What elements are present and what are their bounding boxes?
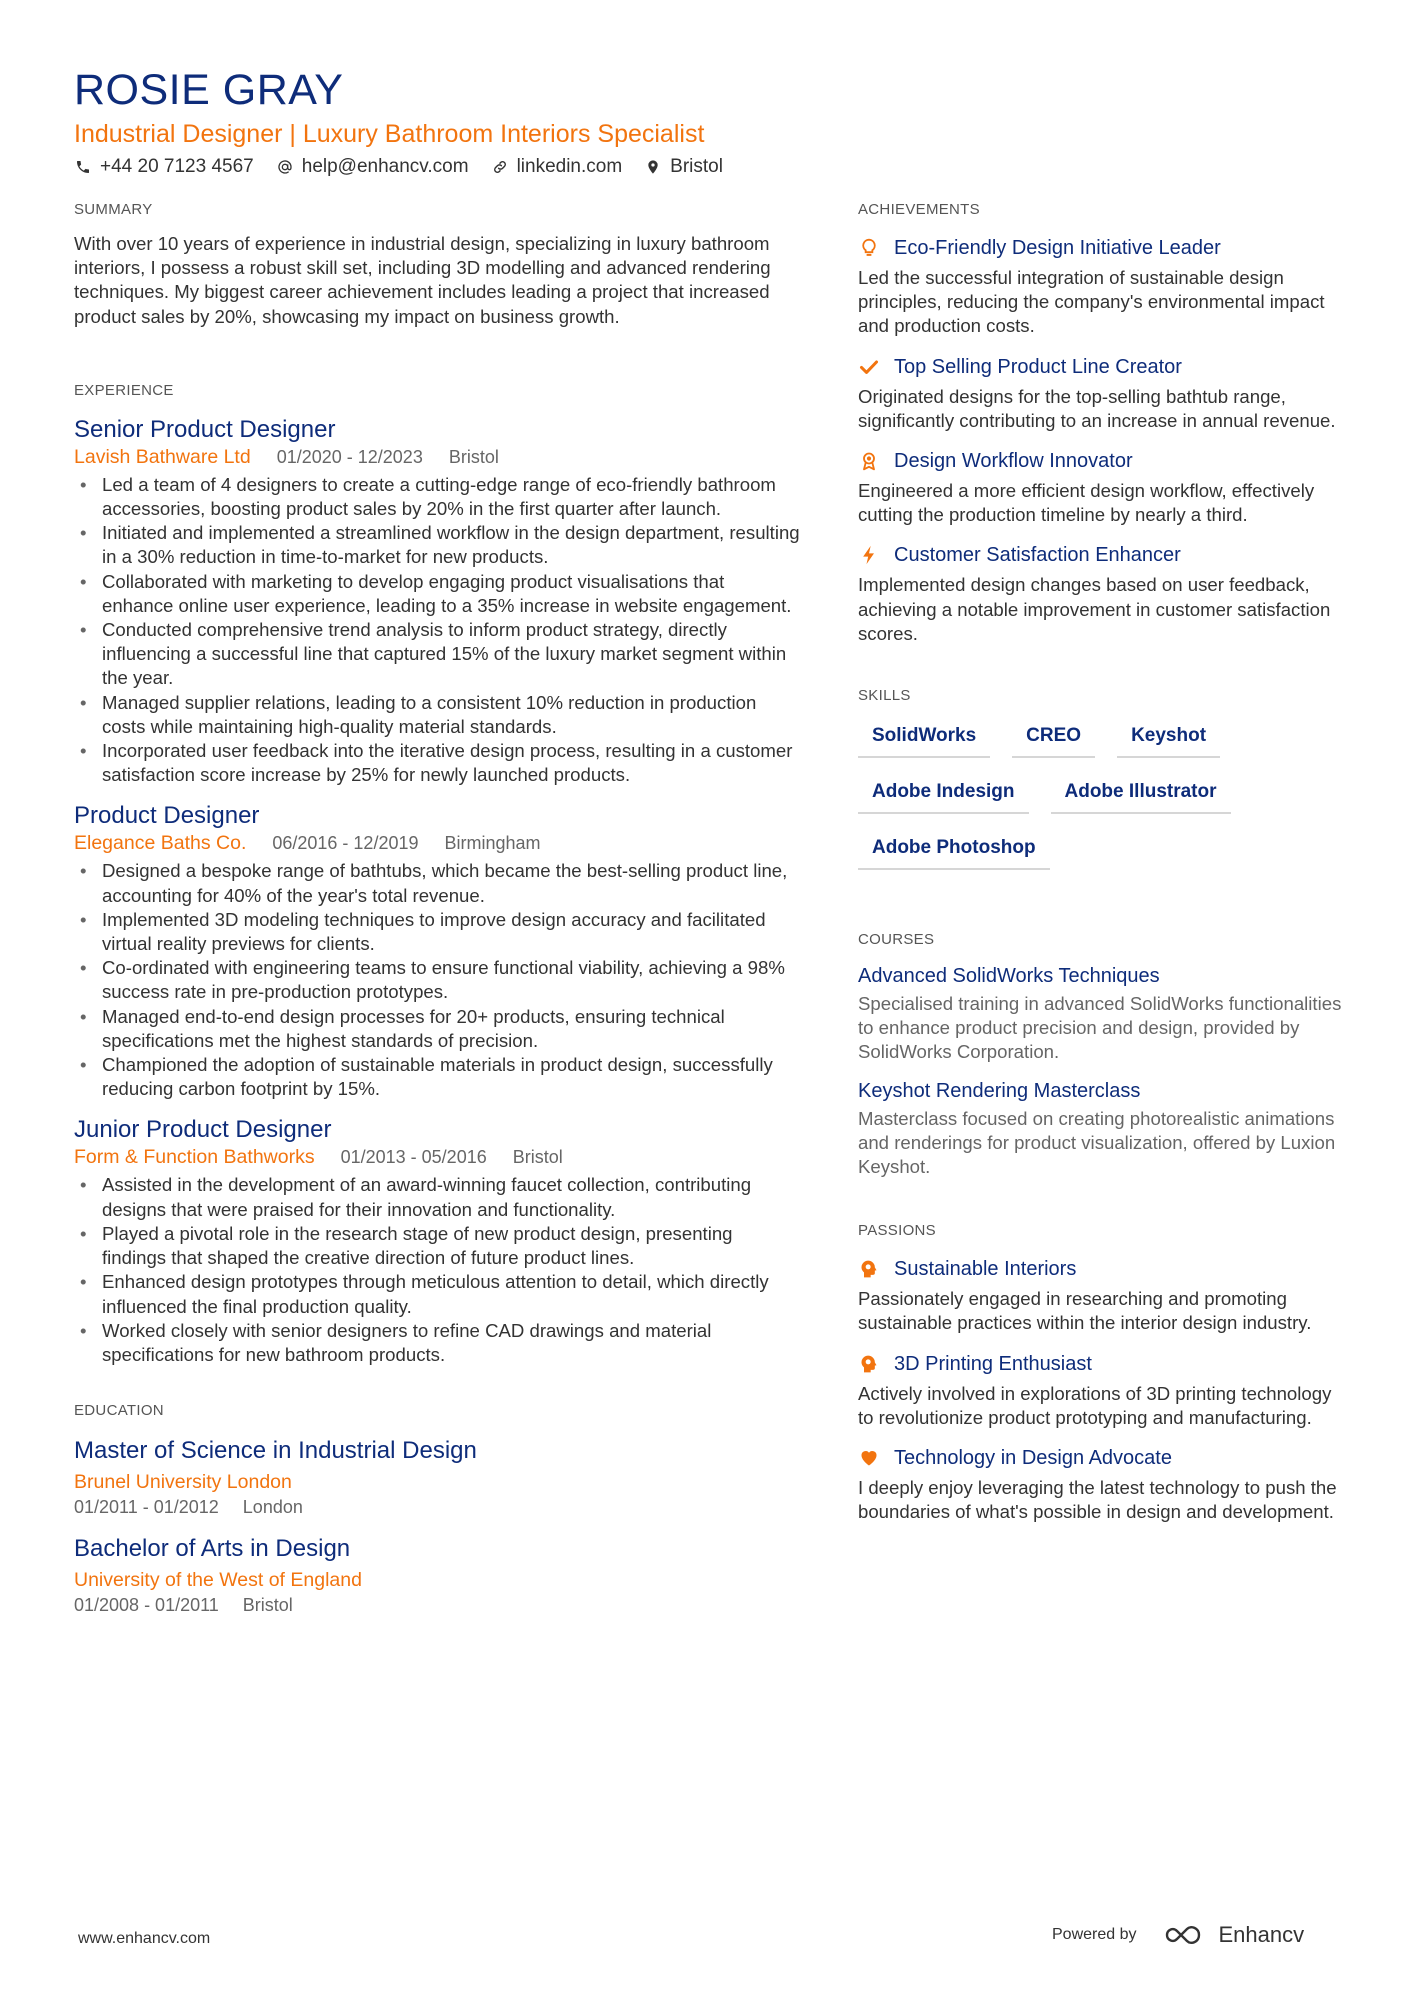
- bullet-dot: •: [80, 473, 87, 495]
- passion-entry: [858, 1255, 1348, 1335]
- bullet-item: [74, 473, 800, 521]
- achievement-desc: Implemented design changes based on user feedback, achieving a notable improvement in customer satisfaction scores.: [858, 574, 1331, 644]
- bullet-dot: •: [80, 619, 87, 641]
- education-meta: [74, 1495, 800, 1519]
- bullet-item: [74, 1319, 800, 1367]
- courses-section: [858, 930, 1348, 1179]
- heart-icon: [858, 1447, 880, 1469]
- left-column: [74, 200, 800, 1617]
- summary-section: [74, 200, 800, 329]
- job-company: Lavish Bathware Ltd: [74, 445, 251, 468]
- experience-heading: EXPERIENCE: [74, 381, 174, 399]
- contact-email[interactable]: [276, 154, 469, 180]
- job-dates: 01/2020 - 12/2023: [276, 446, 423, 467]
- bullet-item: [74, 1005, 800, 1053]
- passions-heading: PASSIONS: [858, 1222, 936, 1240]
- course-entry: [858, 962, 1348, 1065]
- bullet-dot: •: [80, 1054, 87, 1076]
- bullet-text: Implemented 3D modeling techniques to improve design accuracy and facilitated virtual reality previews for clients.: [102, 908, 766, 955]
- skill-tag: Adobe Indesign: [858, 772, 1029, 814]
- summary-heading: SUMMARY: [74, 201, 153, 218]
- link-icon: [491, 158, 509, 176]
- achievement-desc: Engineered a more efficient design workflow, effectively cutting the production timeline by nearly a third.: [858, 480, 1315, 526]
- contact-phone[interactable]: [74, 154, 254, 180]
- bullet-dot: •: [80, 522, 87, 544]
- passion-title: Sustainable Interiors: [894, 1258, 1077, 1281]
- contact-linkedin[interactable]: [491, 154, 623, 180]
- education-section: [74, 1401, 800, 1617]
- job-company: Elegance Baths Co.: [74, 832, 247, 855]
- skills-heading: SKILLS: [858, 687, 911, 705]
- powered-by-text: Powered by: [1052, 1926, 1137, 1943]
- bullet-item: [74, 1222, 800, 1270]
- bullet-text: Assisted in the development of an award-winning faucet collection, contributing designs that were praised for their innovation and functionality.: [102, 1174, 752, 1220]
- course-entry: [858, 1077, 1348, 1180]
- bullet-item: [74, 908, 800, 956]
- candidate-name: ROSIE GRAY: [74, 66, 344, 114]
- enhancv-logo[interactable]: [1163, 1922, 1305, 1948]
- bullet-item: [74, 1270, 800, 1318]
- bullet-dot: •: [80, 908, 87, 930]
- achievement-header: [858, 447, 1348, 475]
- skills-list: [858, 716, 1328, 884]
- course-title: Advanced SolidWorks Techniques: [858, 965, 1160, 988]
- job-role: Senior Product Designer: [74, 415, 336, 443]
- bullet-item: [74, 691, 800, 739]
- achievement-title: Customer Satisfaction Enhancer: [894, 544, 1181, 567]
- education-meta: [74, 1593, 800, 1617]
- education-degree: Master of Science in Industrial Design: [74, 1437, 477, 1465]
- bullet-item: [74, 618, 800, 691]
- achievement-entry: [858, 353, 1348, 433]
- achievement-desc: Led the successful integration of sustainable design principles, reducing the company's environmental impact and production costs.: [858, 267, 1325, 337]
- bullet-dot: •: [80, 957, 87, 979]
- bullet-text: Led a team of 4 designers to create a cutting-edge range of eco-friendly bathroom accessories, boosting product sales by 20% in the first quarter after launch.: [102, 473, 776, 520]
- bullet-dot: •: [80, 1271, 87, 1293]
- achievements-section: [858, 200, 1348, 646]
- education-heading: EDUCATION: [74, 1402, 164, 1420]
- head-idea-icon: [858, 1353, 880, 1375]
- job-entry: [74, 1115, 800, 1367]
- job-dates: 01/2013 - 05/2016: [340, 1147, 487, 1168]
- education-dates: 01/2008 - 01/2011: [74, 1595, 219, 1616]
- job-bullets: [74, 1173, 800, 1367]
- award-ribbon-icon: [858, 450, 880, 472]
- head-idea-icon: [858, 1258, 880, 1280]
- summary-text: With over 10 years of experience in industrial design, specializing in luxury bathroom interiors, I possess a robust skill set, including 3D modelling and advanced rendering techniques. My biggest career achievement includes leading a project that increased product sales by 20%, showcasing my impact on business growth.: [74, 233, 771, 327]
- bullet-text: Managed end-to-end design processes for 20+ products, ensuring technical specifications met the highest standards of precision.: [102, 1005, 725, 1051]
- achievement-title: Eco-Friendly Design Initiative Leader: [894, 237, 1221, 259]
- achievement-entry: [858, 234, 1348, 339]
- achievement-header: [858, 541, 1348, 569]
- job-meta: [74, 831, 800, 855]
- bullet-text: Enhanced design prototypes through meticulous attention to detail, which directly influenced the final production quality.: [102, 1271, 769, 1317]
- location-pin-icon: [644, 158, 662, 176]
- phone-icon: [74, 158, 92, 176]
- bullet-item: [74, 521, 800, 569]
- bullet-dot: •: [80, 691, 87, 713]
- bullet-item: [74, 570, 800, 618]
- bullet-text: Played a pivotal role in the research stage of new product design, presenting findings that shaped the creative direction of future product lines.: [102, 1222, 733, 1269]
- job-dates: 06/2016 - 12/2019: [272, 833, 419, 854]
- job-role: Product Designer: [74, 802, 260, 830]
- passion-entry: [858, 1350, 1348, 1430]
- achievement-entry: [858, 447, 1348, 527]
- bullet-dot: •: [80, 1222, 87, 1244]
- education-school: University of the West of England: [74, 1569, 362, 1592]
- job-role: Junior Product Designer: [74, 1116, 332, 1144]
- contact-phone-text: +44 20 7123 4567: [100, 156, 254, 177]
- courses-heading: COURSES: [858, 931, 935, 949]
- passion-title: Technology in Design Advocate: [894, 1447, 1172, 1470]
- achievement-entry: [858, 541, 1348, 646]
- bullet-item: [74, 956, 800, 1004]
- footer-website[interactable]: www.enhancv.com: [78, 1930, 211, 1947]
- enhancv-brand-text: Enhancv: [1218, 1922, 1305, 1947]
- achievement-title: Top Selling Product Line Creator: [894, 355, 1182, 378]
- at-icon: [276, 158, 294, 176]
- checkmark-icon: [858, 356, 880, 378]
- passion-header: [858, 1350, 1348, 1378]
- contact-location: [644, 154, 723, 180]
- job-meta: [74, 1145, 800, 1169]
- bullet-item: [74, 1173, 800, 1221]
- skill-tag: Keyshot: [1117, 716, 1220, 758]
- education-school: Brunel University London: [74, 1471, 292, 1494]
- passion-title: 3D Printing Enthusiast: [894, 1352, 1092, 1375]
- achievement-header: [858, 353, 1348, 381]
- achievement-title: Design Workflow Innovator: [894, 450, 1133, 473]
- job-location: Bristol: [512, 1147, 563, 1168]
- education-location: Bristol: [242, 1595, 293, 1616]
- bullet-text: Conducted comprehensive trend analysis to inform product strategy, directly influencing a successful line that captured 15% of the luxury market segment within the year.: [102, 619, 787, 689]
- education-degree: Bachelor of Arts in Design: [74, 1535, 351, 1563]
- right-column: [858, 200, 1348, 1524]
- bullet-text: Designed a bespoke range of bathtubs, which became the best-selling product line, accounting for 40% of the year's total revenue.: [102, 860, 788, 906]
- bullet-dot: •: [80, 1005, 87, 1027]
- job-bullets: [74, 859, 800, 1101]
- bullet-text: Championed the adoption of sustainable materials in product design, successfully reducing carbon footprint by 15%.: [102, 1054, 773, 1100]
- bullet-dot: •: [80, 570, 87, 592]
- passion-desc: Actively involved in explorations of 3D printing technology to revolutionize product prototyping and manufacturing.: [858, 1382, 1332, 1428]
- achievement-desc: Originated designs for the top-selling bathtub range, significantly contributing to an increase in annual revenue.: [858, 385, 1336, 431]
- education-entry: [74, 1435, 800, 1519]
- skill-tag: Adobe Photoshop: [858, 828, 1050, 870]
- job-entry: [74, 801, 800, 1101]
- achievement-header: [858, 234, 1348, 262]
- bullet-item: [74, 859, 800, 907]
- passion-header: [858, 1255, 1348, 1283]
- achievements-heading: ACHIEVEMENTS: [858, 201, 980, 218]
- enhancv-logo-icon: [1163, 1922, 1211, 1948]
- skill-tag: Adobe Illustrator: [1051, 772, 1231, 814]
- skills-section: [858, 686, 1348, 884]
- lightbulb-icon: [858, 237, 880, 259]
- lightning-bolt-icon: [858, 544, 880, 566]
- contact-email-text: help@enhancv.com: [301, 156, 469, 177]
- bullet-text: Managed supplier relations, leading to a consistent 10% reduction in production costs while maintaining high-quality material standards.: [102, 691, 757, 737]
- candidate-title: Industrial Designer | Luxury Bathroom Interiors Specialist: [74, 120, 705, 148]
- contact-bar: [74, 154, 745, 180]
- bullet-text: Collaborated with marketing to develop engaging product visualisations that enhance online user experience, leading to a 35% increase in website engagement.: [102, 570, 792, 616]
- bullet-dot: •: [80, 860, 87, 882]
- bullet-item: [74, 739, 800, 787]
- skill-tag: CREO: [1012, 716, 1095, 758]
- job-location: Birmingham: [444, 833, 541, 854]
- job-company: Form & Function Bathworks: [74, 1146, 315, 1169]
- bullet-item: [74, 1053, 800, 1101]
- course-desc: Specialised training in advanced SolidWorks functionalities to enhance product precision and design, provided by SolidWorks Corporation.: [858, 993, 1342, 1063]
- contact-linkedin-text: linkedin.com: [516, 156, 623, 177]
- bullet-dot: •: [80, 740, 87, 762]
- contact-location-text: Bristol: [670, 156, 723, 177]
- bullet-dot: •: [80, 1319, 87, 1341]
- passion-desc: I deeply enjoy leveraging the latest technology to push the boundaries of what's possible in design and development.: [858, 1477, 1337, 1523]
- bullet-text: Incorporated user feedback into the iterative design process, resulting in a customer satisfaction score increase by 25% for newly launched products.: [102, 740, 793, 786]
- passion-entry: [858, 1444, 1348, 1524]
- course-title: Keyshot Rendering Masterclass: [858, 1079, 1141, 1102]
- passion-header: [858, 1444, 1348, 1472]
- education-dates: 01/2011 - 01/2012: [74, 1497, 219, 1518]
- job-bullets: [74, 473, 800, 788]
- bullet-text: Worked closely with senior designers to refine CAD drawings and material specifications for new bathroom products.: [102, 1319, 712, 1365]
- footer-branding: [1052, 1922, 1304, 1948]
- experience-section: [74, 381, 800, 1367]
- job-location: Bristol: [448, 446, 499, 467]
- bullet-text: Initiated and implemented a streamlined workflow in the design department, resulting in a 30% reduction in time-to-market for new products.: [102, 522, 800, 568]
- skill-tag: SolidWorks: [858, 716, 990, 758]
- passions-section: [858, 1221, 1348, 1524]
- job-entry: [74, 415, 800, 788]
- job-meta: [74, 445, 800, 469]
- education-location: London: [242, 1497, 303, 1518]
- passion-desc: Passionately engaged in researching and promoting sustainable practices within the interior design industry.: [858, 1288, 1312, 1334]
- course-desc: Masterclass focused on creating photorealistic animations and renderings for product visualization, offered by Luxion Keyshot.: [858, 1107, 1336, 1178]
- bullet-dot: •: [80, 1174, 87, 1196]
- bullet-text: Co-ordinated with engineering teams to ensure functional viability, achieving a 98% success rate in pre-production prototypes.: [102, 957, 785, 1003]
- education-entry: [74, 1533, 800, 1617]
